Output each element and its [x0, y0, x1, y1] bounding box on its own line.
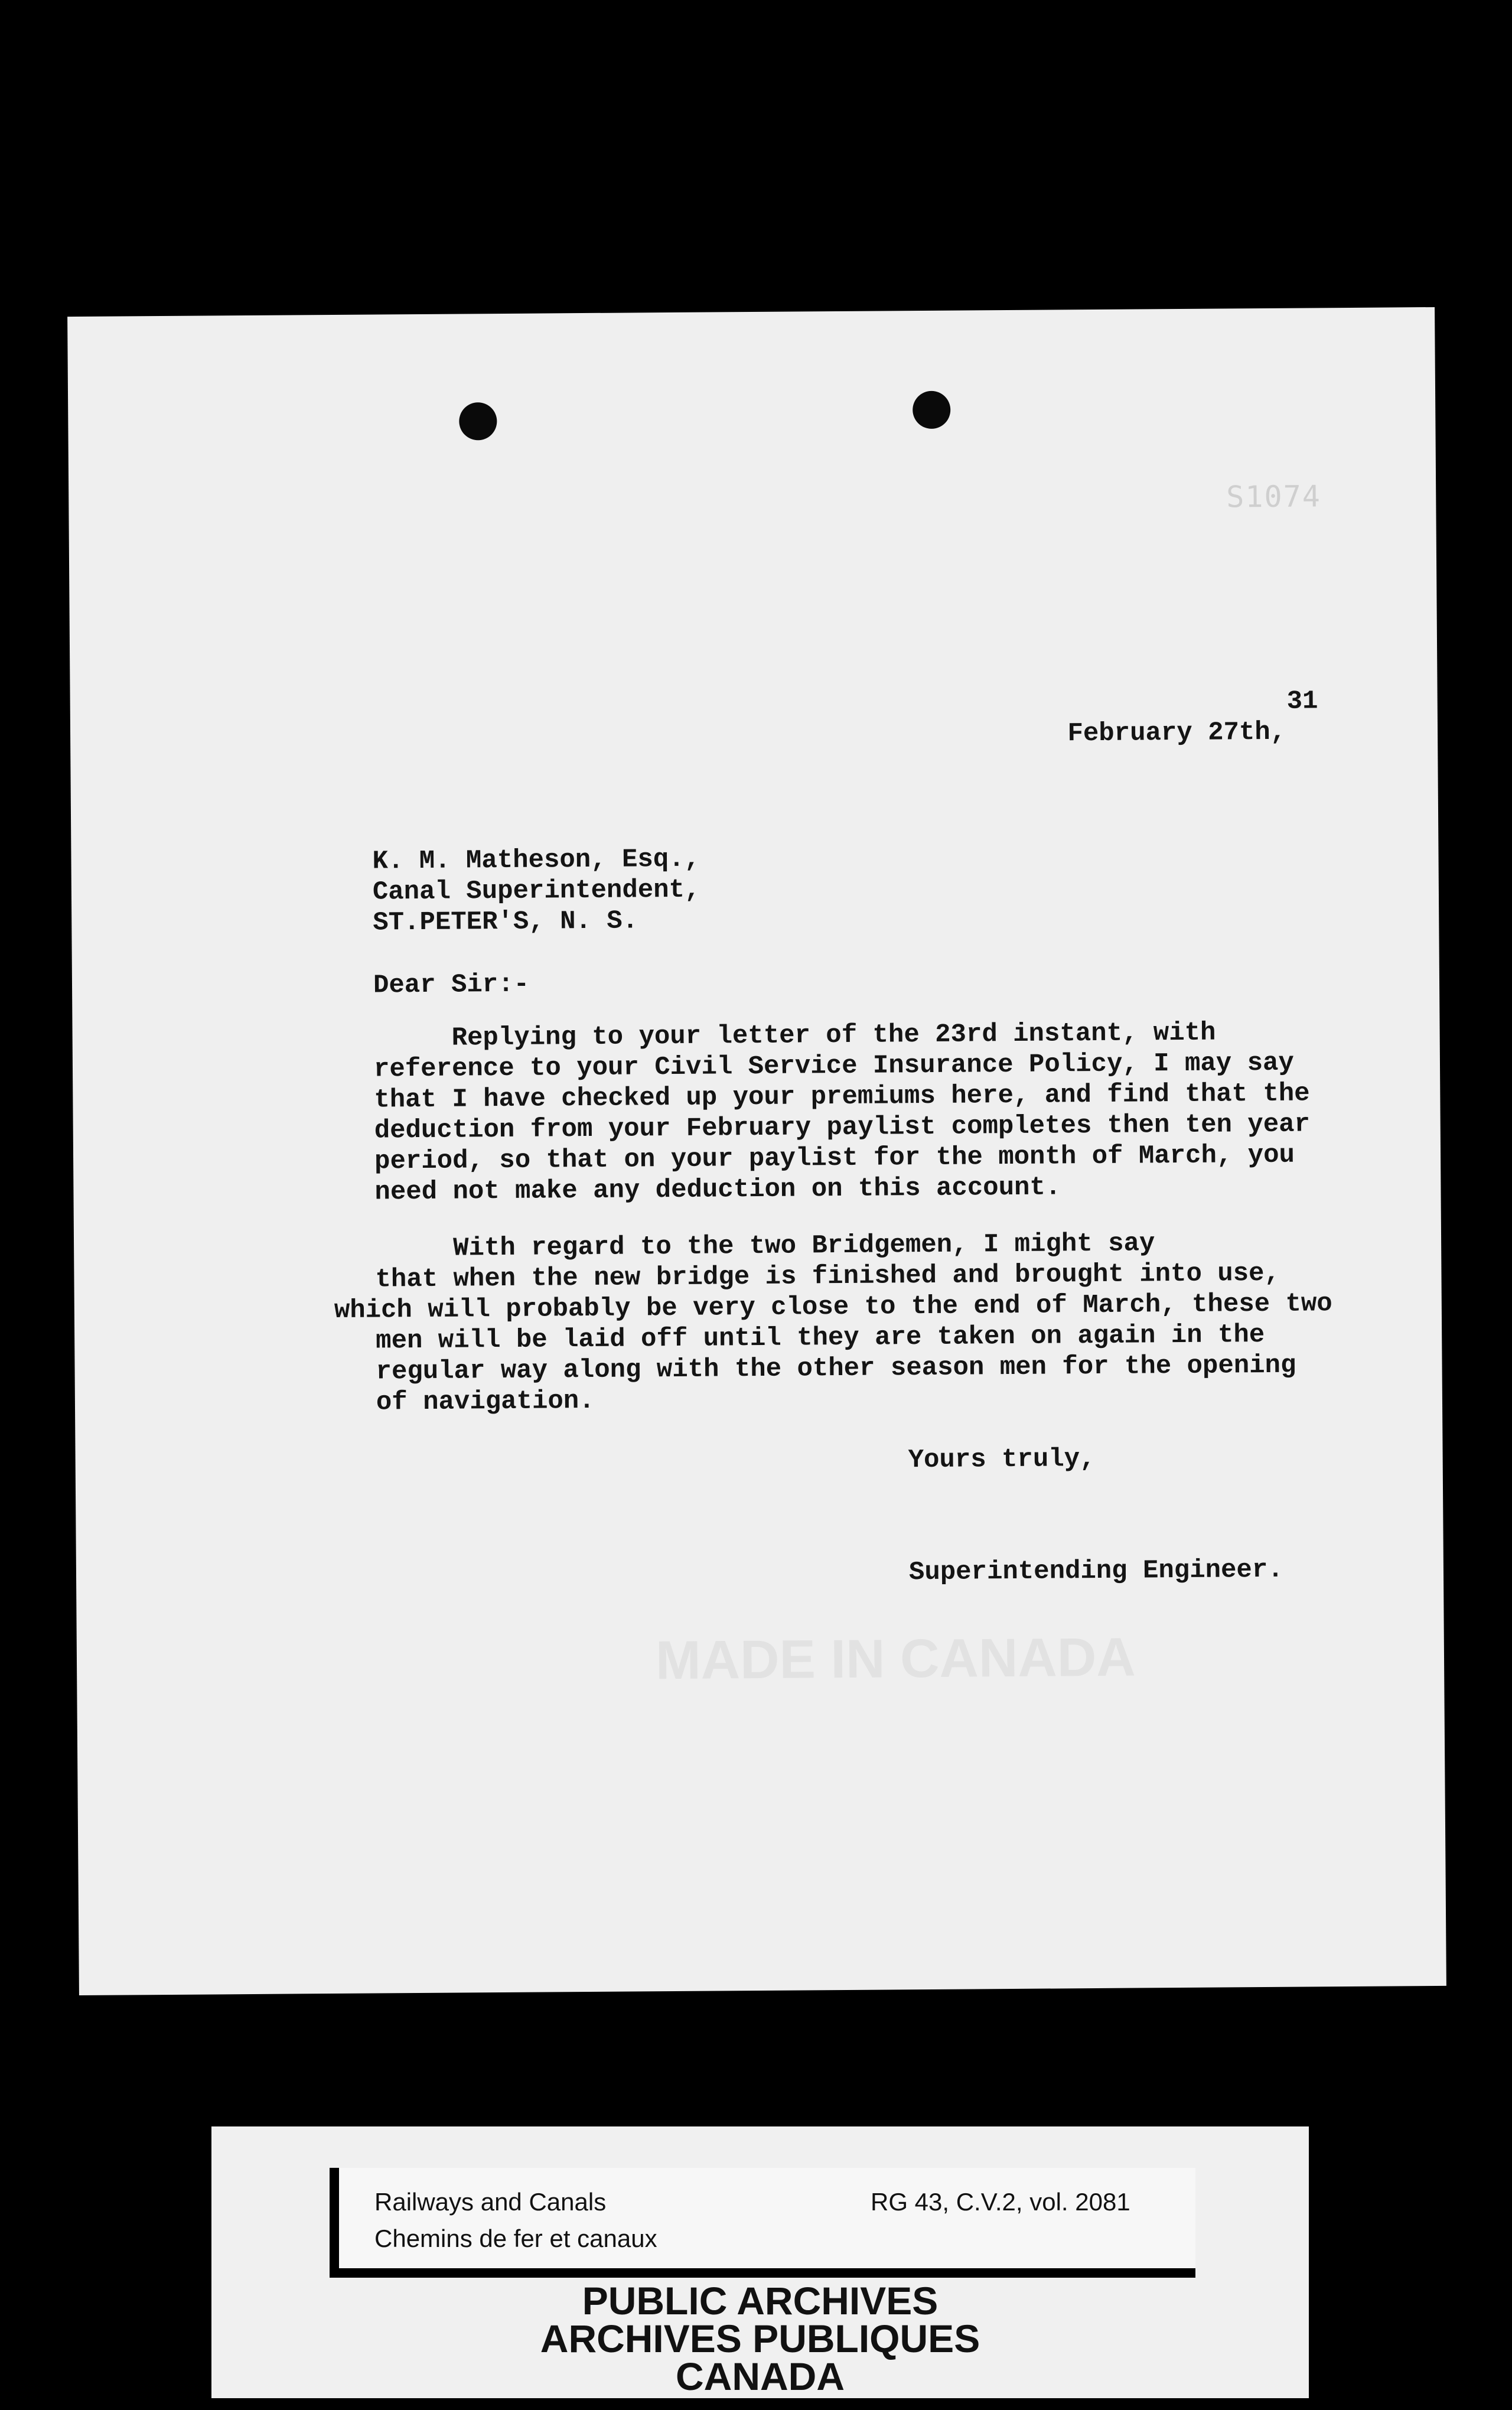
archives-title-english: PUBLIC ARCHIVES — [582, 2279, 939, 2323]
punch-hole-left — [459, 402, 497, 440]
paragraph-1-line-1: Replying to your letter of the 23rd instant, with — [373, 1018, 1216, 1054]
paragraph-1-line-4: deduction from your February paylist completes then ten year — [374, 1109, 1311, 1146]
paragraph-2-line-6: of navigation. — [376, 1386, 595, 1418]
watermark-text: MADE IN CANADA — [655, 1627, 1136, 1691]
department-french: Chemins de fer et canaux — [374, 2225, 657, 2252]
paragraph-1-line-3: that I have checked up your premiums here, and find that the — [374, 1079, 1310, 1115]
department-english: Railways and Canals — [374, 2188, 607, 2216]
archives-title-country: CANADA — [676, 2354, 845, 2398]
archive-reference-box — [330, 2168, 1195, 2278]
stamp-number: S1074 — [1226, 479, 1322, 514]
paragraph-2-line-1: With regard to the two Bridgemen, I might say — [374, 1229, 1155, 1264]
paragraph-1-line-6: need not make any deduction on this account. — [374, 1173, 1061, 1207]
letter-date — [974, 686, 1286, 781]
salutation: Dear Sir:- — [373, 969, 530, 1001]
paragraph-2-line-3: which will probably be very close to the end of March, these two — [334, 1289, 1332, 1326]
addressee-line-1: K. M. Matheson, Esq., — [372, 844, 700, 877]
addressee-line-2: Canal Superintendent, — [372, 875, 700, 907]
archives-title-french: ARCHIVES PUBLIQUES — [540, 2317, 980, 2360]
paragraph-1-line-2: reference to your Civil Service Insurance Policy, I may say — [373, 1048, 1295, 1084]
paragraph-1-line-5: period, so that on your paylist for the month of March, you — [374, 1140, 1295, 1177]
date-text: February 27th, — [1067, 717, 1286, 749]
paragraph-2-line-4: men will be laid off until they are taken on again in the — [376, 1320, 1265, 1356]
paragraph-2-line-5: regular way along with the other season men for the opening — [376, 1350, 1296, 1387]
letter-page — [67, 307, 1446, 1995]
letter-year: 31 — [1286, 686, 1318, 717]
signature-title: Superintending Engineer. — [908, 1555, 1283, 1588]
paragraph-2-line-2: that when the new bridge is finished and brought into use, — [375, 1258, 1280, 1295]
record-group-reference: RG 43, C.V.2, vol. 2081 — [871, 2188, 1130, 2216]
closing: Yours truly, — [908, 1444, 1096, 1476]
archive-label — [211, 2126, 1309, 2398]
addressee-line-3: ST.PETER'S, N. S. — [373, 906, 638, 938]
punch-hole-right — [913, 391, 950, 429]
